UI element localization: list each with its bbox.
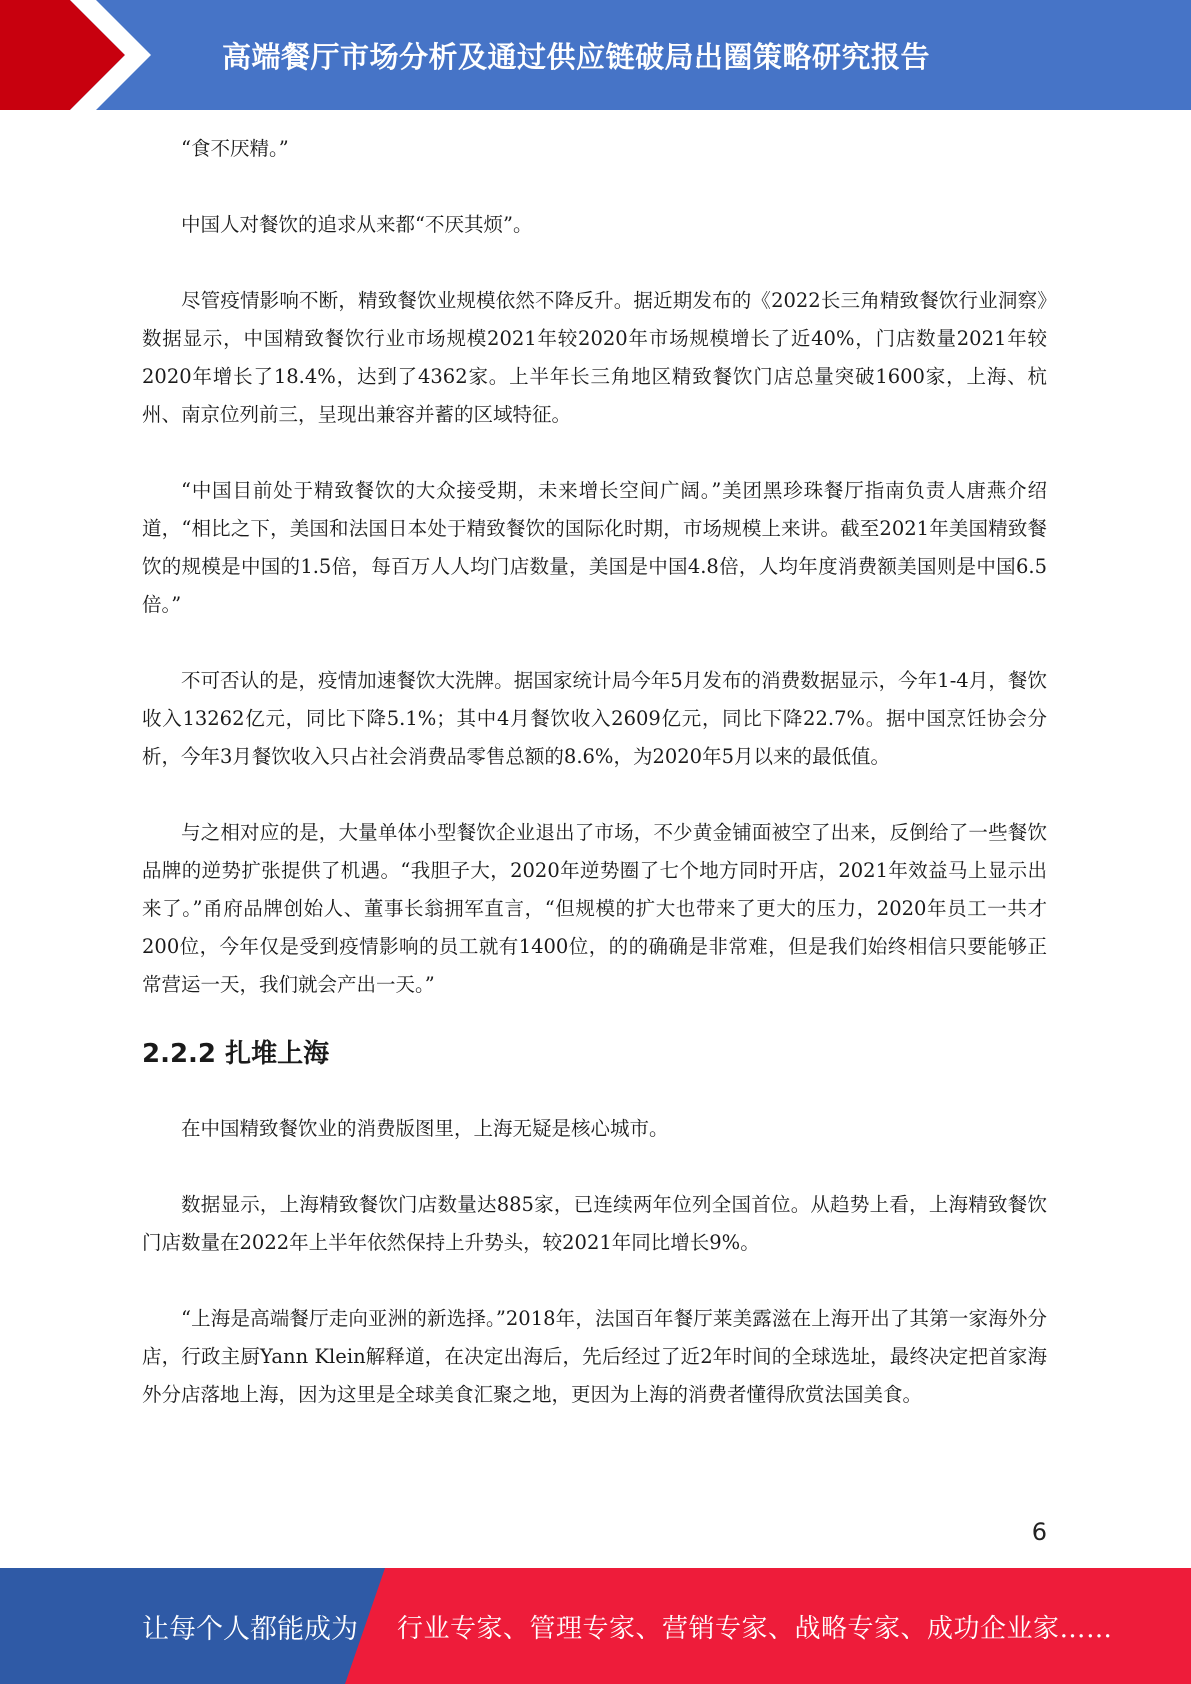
paragraph: “中国目前处于精致餐饮的大众接受期，未来增长空间广阔。”美团黑珍珠餐厅指南负责人唐燕介绍道，“相比之下，美国和法国日本处于精致餐饮的国际化时期，市场规模上来讲。截至2021年美国精致餐饮的规模是中国的1.5倍，每百万人人均门店数量，美国是中国4.8倍，人均年度消费额美国则是中国6.5倍。”	[142, 479, 1047, 616]
paragraph: 与之相对应的是，大量单体小型餐饮企业退出了市场，不少黄金铺面被空了出来，反倒给了一些餐饮品牌的逆势扩张提供了机遇。“我胆子大，2020年逆势圈了七个地方同时开店，2021年效益马上显示出来了。”甬府品牌创始人、董事长翁拥军直言，“但规模的扩大也带来了更大的压力，2020年员工一共才200位，今年仅是受到疫情影响的员工就有1400位，的的确确是非常难，但是我们始终相信只要能够正常营运一天，我们就会产出一天。”	[142, 821, 1047, 996]
page-footer	[0, 1568, 1191, 1684]
header-title: 高端餐厅市场分析及通过供应链破局出圈策略研究报告	[222, 39, 931, 74]
paragraph: 在中国精致餐饮业的消费版图里，上海无疑是核心城市。	[181, 1117, 669, 1140]
paragraph: “食不厌精。”	[181, 137, 289, 160]
footer-slogan-right: 行业专家、管理专家、营销专家、战略专家、成功企业家……	[397, 1613, 1113, 1644]
paragraph: 数据显示，上海精致餐饮门店数量达885家，已连续两年位列全国首位。从趋势上看，上海精致餐饮门店数量在2022年上半年依然保持上升势头，较2021年同比增长9%。	[142, 1193, 1047, 1254]
paragraph: 尽管疫情影响不断，精致餐饮业规模依然不降反升。据近期发布的《2022长三角精致餐饮行业洞察》数据显示，中国精致餐饮行业市场规模2021年较2020年市场规模增长了近40%，门店数量2021年较2020年增长了18.4%，达到了4362家。上半年长三角地区精致餐饮门店总量突破1600家，上海、杭州、南京位列前三，呈现出兼容并蓄的区域特征。	[142, 289, 1047, 426]
page-header	[0, 0, 1191, 110]
page-number: 6	[1031, 1518, 1047, 1546]
footer-slogan-left: 让每个人都能成为	[142, 1613, 358, 1645]
main-content	[142, 130, 1047, 1414]
paragraph: 不可否认的是，疫情加速餐饮大洗牌。据国家统计局今年5月发布的消费数据显示，今年1-4月，餐饮收入13262亿元，同比下降5.1%；其中4月餐饮收入2609亿元，同比下降22.7%。据中国烹饪协会分析，今年3月餐饮收入只占社会消费品零售总额的8.6%，为2020年5月以来的最低值。	[142, 669, 1047, 768]
section-heading: 2.2.2 扎堆上海	[142, 1039, 330, 1069]
paragraph: “上海是高端餐厅走向亚洲的新选择。”2018年，法国百年餐厅莱美露滋在上海开出了其第一家海外分店，行政主厨Yann Klein解释道，在决定出海后，先后经过了近2年时间的全球选址，最终决定把首家海外分店落地上海，因为这里是全球美食汇聚之地，更因为上海的消费者懂得欣赏法国美食。	[142, 1307, 1047, 1406]
header-arrow-decoration	[0, 0, 240, 110]
paragraph: 中国人对餐饮的追求从来都“不厌其烦”。	[181, 213, 533, 236]
